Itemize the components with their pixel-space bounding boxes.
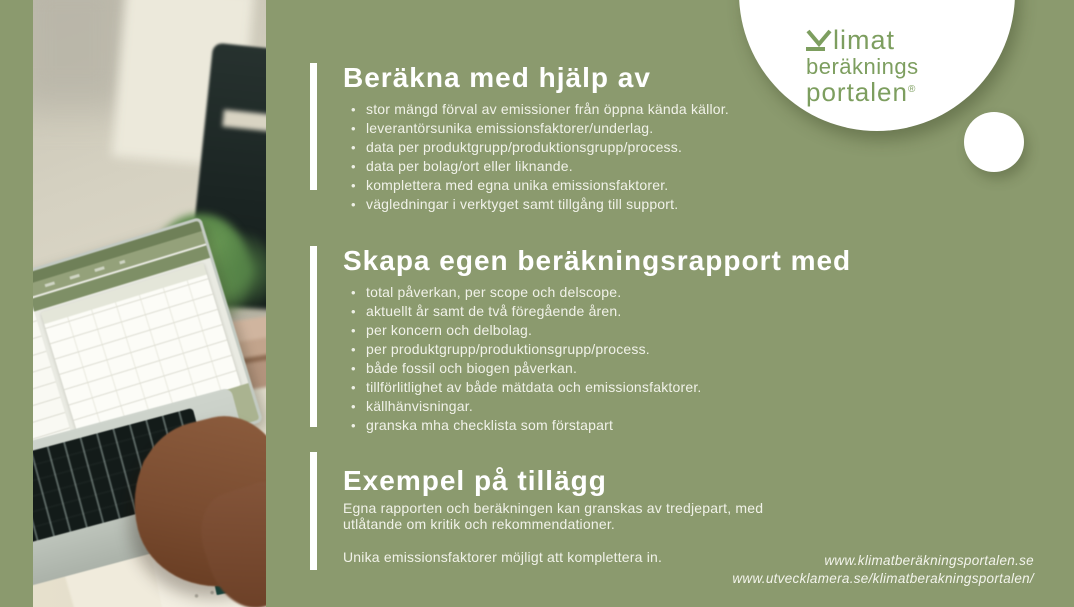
accent-bar (310, 452, 317, 570)
bullet-item: • data per produktgrupp/produktionsgrupp/process. (366, 138, 729, 157)
bullet-item: • granska mha checklista som förstapart (366, 416, 851, 435)
bullet-list (343, 283, 851, 435)
footer-links (732, 552, 1034, 587)
bullet-item: • data per bolag/ort eller liknande. (366, 157, 729, 176)
bullet-item: • per koncern och delbolag. (366, 321, 851, 340)
section-heading: Beräkna med hjälp av (343, 62, 651, 93)
bullet-item: • aktuellt år samt de två föregående åren. (366, 302, 851, 321)
registered-mark: ® (907, 84, 916, 95)
bullet-item: • källhänvisningar. (366, 397, 851, 416)
bullet-item: • total påverkan, per scope och delscope. (366, 283, 851, 302)
logo-line1-text: limat (833, 25, 896, 55)
accent-bar (310, 63, 317, 190)
section-berakna (310, 63, 729, 214)
link-utvecklamera[interactable]: www.utvecklamera.se/klimatberakningsportalen/ (732, 570, 1034, 586)
bullet-item: • tillförlitlighet av både mätdata och emissionsfaktorer. (366, 378, 851, 397)
section-heading: Exempel på tillägg (343, 465, 607, 496)
bullet-item: • komplettera med egna unika emissionsfaktorer. (366, 176, 729, 195)
bullet-item: • vägledningar i verktyget samt tillgång till support. (366, 195, 729, 214)
bullet-item: • leverantörsunika emissionsfaktorer/underlag. (366, 119, 729, 138)
bullet-list (343, 100, 729, 214)
office-photo (33, 0, 266, 607)
logo-line-klimat (806, 27, 919, 55)
stylized-k-checkmark-icon (806, 27, 833, 55)
brand-logo (806, 27, 919, 105)
bullet-item: • per produktgrupp/produktionsgrupp/process. (366, 340, 851, 359)
section-paragraph: Egna rapporten och beräkningen kan granskas av tredjepart, med utlåtande om kritik och rekommendationer. (343, 500, 764, 533)
section-paragraph: Unika emissionsfaktorer möjligt att komplettera in. (343, 549, 663, 566)
bullet-item: • både fossil och biogen påverkan. (366, 359, 851, 378)
logo-line-portalen: portalen® (806, 77, 916, 107)
logo-line-beraknings: beräknings (806, 54, 919, 79)
link-klimatberakningsportalen[interactable]: www.klimatberäkningsportalen.se (824, 553, 1034, 568)
section-rapport (310, 246, 851, 435)
section-heading: Skapa egen beräkningsrapport med (343, 245, 852, 276)
bullet-item: • stor mängd förval av emissioner från öppna kända källor. (366, 100, 729, 119)
section-tillagg (310, 452, 798, 565)
decorative-circle (964, 112, 1024, 172)
accent-bar (310, 246, 317, 427)
